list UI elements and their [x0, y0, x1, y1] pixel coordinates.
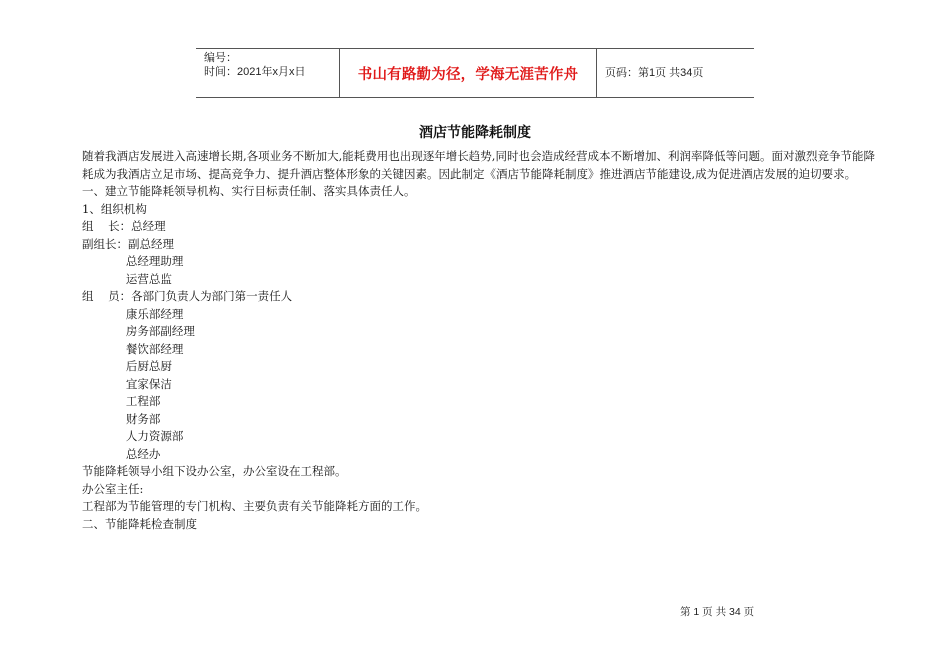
org-line: 宜家保洁 — [82, 376, 172, 391]
org-line: 运营总监 — [82, 271, 172, 286]
org-line: 组 长：总经理 — [82, 219, 166, 233]
org-line: 后厨总厨 — [82, 359, 172, 373]
section-heading-1: 一、建立节能降耗领导机构、实行目标责任制、落实具体责任人。 — [82, 184, 416, 198]
document-body — [82, 148, 882, 533]
time-label: 时间：2021年x月x日 — [204, 66, 306, 78]
page-code: 页码：第1页 共34页 — [605, 67, 704, 79]
header-motto-cell — [340, 49, 597, 97]
body-line: 办公室主任: — [82, 481, 144, 496]
org-line: 财务部 — [82, 411, 161, 426]
org-line: 康乐部经理 — [82, 306, 184, 321]
org-line: 组 员：各部门负责人为部门第一责任人 — [82, 289, 293, 303]
section-heading-2: 二、节能降耗检查制度 — [82, 516, 197, 531]
org-line: 餐饮部经理 — [82, 341, 184, 356]
document-title: 酒店节能降耗制度 — [419, 125, 531, 141]
number-label: 编号： — [204, 52, 237, 64]
org-line: 人力资源部 — [82, 429, 184, 443]
page-footer: 第 1 页 共 34 页 — [680, 606, 755, 618]
header-page-cell — [597, 49, 754, 97]
org-line: 总经理助理 — [82, 254, 184, 268]
org-line: 总经办 — [82, 446, 161, 461]
body-line: 工程部为节能管理的专门机构、主要负责有关节能降耗方面的工作。 — [82, 499, 427, 513]
org-line: 副组长：副总经理 — [82, 236, 174, 251]
document-header — [196, 48, 754, 98]
motto-text: 书山有路勤为径，学海无涯苦作舟 — [357, 66, 579, 83]
subsection-heading: 1、组织机构 — [82, 201, 147, 216]
body-line: 节能降耗领导小组下设办公室，办公室设在工程部。 — [82, 464, 347, 478]
org-line: 工程部 — [82, 394, 161, 408]
org-line: 房务部副经理 — [82, 324, 195, 338]
intro-paragraph: 随着我酒店发展进入高速增长期,各项业务不断加大,能耗费用也出现逐年增长趋势,同时也会造成经营成本不断增加、利润率降低等问题。面对激烈竞争节能降耗成为我酒店立足市场、提高竞争力、提升酒店整体形象的关键因素。因此制定《酒店节能降耗制度》推进酒店节能建设,成为促进酒店发展的迫切要求。 — [82, 149, 875, 181]
header-meta-cell — [196, 49, 340, 97]
